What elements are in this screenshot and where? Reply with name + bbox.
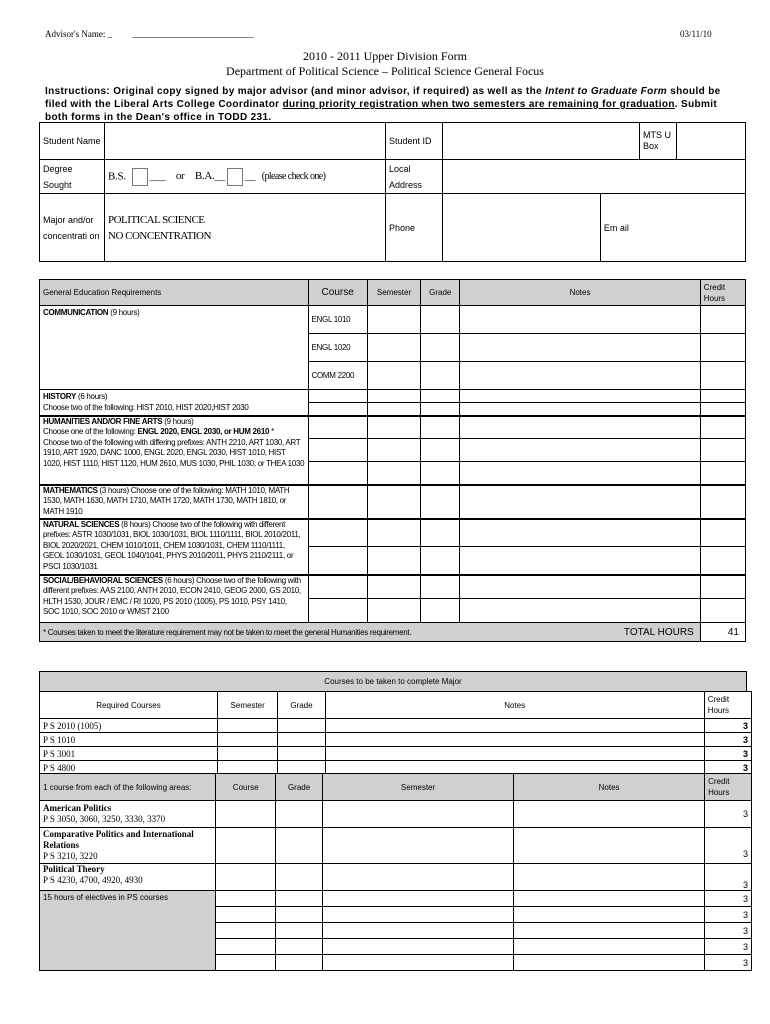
major-banner: Courses to be taken to complete Major xyxy=(39,671,747,692)
credit-cell xyxy=(700,485,745,519)
course-cell[interactable] xyxy=(308,485,367,519)
notes-cell[interactable] xyxy=(514,939,705,955)
semester-cell[interactable] xyxy=(367,403,420,416)
semester-cell[interactable] xyxy=(367,485,420,519)
credit-cell xyxy=(700,403,745,416)
course-header: Course xyxy=(216,774,276,801)
grade-cell[interactable] xyxy=(421,575,460,599)
credit-value: 3 xyxy=(704,719,751,733)
credit-cell xyxy=(700,462,745,485)
notes-cell[interactable] xyxy=(460,403,700,416)
grade-cell[interactable] xyxy=(421,485,460,519)
form-title: 2010 - 2011 Upper Division Form xyxy=(303,49,467,63)
advisor-name-line[interactable]: ___________________________ xyxy=(132,29,254,39)
notes-cell[interactable] xyxy=(460,390,700,403)
credit-value: 3 xyxy=(704,747,751,761)
semester-cell[interactable] xyxy=(367,462,420,485)
local-address-field[interactable] xyxy=(443,160,746,194)
total-hours-value: 41 xyxy=(700,623,745,642)
form-subtitle: Department of Political Science – Political Science General Focus xyxy=(226,64,544,78)
semester-cell[interactable] xyxy=(367,599,420,623)
local-address-label: Local Address xyxy=(386,160,443,194)
semester-cell[interactable] xyxy=(323,939,514,955)
area-comparative-politics: Comparative Politics and International Relations P S 3210, 3220 xyxy=(40,828,216,864)
comm-course-2: ENGL 1020 xyxy=(308,334,367,362)
grade-cell[interactable] xyxy=(421,599,460,623)
credit-header: Credit Hours xyxy=(705,774,752,801)
credit-cell xyxy=(700,439,745,462)
credit-header: Credit Hours xyxy=(700,280,745,306)
semester-cell[interactable] xyxy=(323,923,514,939)
phone-field[interactable] xyxy=(443,194,601,262)
humanities-req: HUMANITIES AND/OR FINE ARTS (9 hours) Choose one of the following: ENGL 2020, ENGL 2030, or HUM 2610 * Choose two of the following with differing prefixes: ANTH 2210, ART 1030, ART 1910, ART 1920, DANC 1000, ENGL 2020, ENGL 2030, HIST 1010, HIST 1020, HIST 1110, HIST 1120, HUM 2610, MUS 1030, PHIL 1030, or THEA 1030 xyxy=(40,416,309,485)
history-req: HISTORY (6 hours) Choose two of the following: HIST 2010, HIST 2020,HIST 2030 xyxy=(40,390,309,416)
semester-header: Semester xyxy=(367,280,420,306)
grade-cell[interactable] xyxy=(421,547,460,575)
student-info-table xyxy=(39,122,746,262)
electives-label: 15 hours of electives in PS courses xyxy=(40,891,216,971)
grade-cell[interactable] xyxy=(421,306,460,334)
grade-cell[interactable] xyxy=(421,519,460,547)
notes-cell[interactable] xyxy=(325,719,704,733)
credit-value: 3 xyxy=(705,939,752,955)
notes-cell[interactable] xyxy=(514,907,705,923)
comm-course-3: COMM 2200 xyxy=(308,362,367,390)
ba-checkbox[interactable] xyxy=(227,168,243,186)
grade-cell[interactable] xyxy=(421,439,460,462)
comm-course-1: ENGL 1010 xyxy=(308,306,367,334)
credit-cell xyxy=(700,390,745,403)
semester-cell[interactable] xyxy=(218,747,278,761)
notes-cell[interactable] xyxy=(460,362,700,390)
notes-cell[interactable] xyxy=(325,733,704,747)
semester-cell[interactable] xyxy=(367,362,420,390)
course-cell[interactable] xyxy=(216,864,276,891)
semester-cell[interactable] xyxy=(323,955,514,971)
credit-value: 3 xyxy=(705,891,752,907)
semester-cell[interactable] xyxy=(323,891,514,907)
required-course: P S 3001 xyxy=(40,747,218,761)
course-cell[interactable] xyxy=(308,439,367,462)
grade-cell[interactable] xyxy=(421,390,460,403)
grade-cell[interactable] xyxy=(276,939,323,955)
semester-cell[interactable] xyxy=(218,733,278,747)
notes-cell[interactable] xyxy=(460,575,700,599)
credit-value: 3 xyxy=(704,733,751,747)
course-cell[interactable] xyxy=(216,907,276,923)
grade-cell[interactable] xyxy=(276,907,323,923)
credit-cell xyxy=(700,306,745,334)
communication-req: COMMUNICATION (9 hours) xyxy=(40,306,309,390)
grade-cell[interactable] xyxy=(276,891,323,907)
semester-cell[interactable] xyxy=(367,547,420,575)
notes-cell[interactable] xyxy=(460,306,700,334)
grade-cell[interactable] xyxy=(421,362,460,390)
notes-cell[interactable] xyxy=(460,416,700,439)
email-label: Em ail xyxy=(600,194,639,262)
major-required-table xyxy=(39,691,752,775)
phone-label: Phone xyxy=(386,194,443,262)
course-cell[interactable] xyxy=(308,390,367,403)
course-cell[interactable] xyxy=(308,575,367,599)
credit-header: Credit Hours xyxy=(704,692,751,719)
course-cell[interactable] xyxy=(308,462,367,485)
total-hours-label: TOTAL HOURS xyxy=(460,623,700,642)
grade-cell[interactable] xyxy=(276,828,323,864)
credit-value: 3 xyxy=(705,955,752,971)
notes-cell[interactable] xyxy=(460,547,700,575)
mtsu-box-field[interactable] xyxy=(677,123,746,160)
course-cell[interactable] xyxy=(216,923,276,939)
grade-cell[interactable] xyxy=(276,923,323,939)
semester-header: Semester xyxy=(218,692,278,719)
notes-header: Notes xyxy=(325,692,704,719)
notes-cell[interactable] xyxy=(460,519,700,547)
notes-cell[interactable] xyxy=(460,485,700,519)
course-header: Course xyxy=(308,280,367,306)
notes-cell[interactable] xyxy=(514,801,705,828)
degree-sought-label: Degree Sought xyxy=(40,160,105,194)
student-id-label: Student ID xyxy=(386,123,443,160)
semester-cell[interactable] xyxy=(367,390,420,403)
course-cell[interactable] xyxy=(216,801,276,828)
grade-header: Grade xyxy=(276,774,323,801)
semester-cell[interactable] xyxy=(323,828,514,864)
course-cell[interactable] xyxy=(308,547,367,575)
social-sciences-req: SOCIAL/BEHAVIORAL SCIENCES (6 hours) Choose two of the following with different prefixes: AAS 2100, ANTH 2010, ECON 2410, GEOG 2000, GS 2010, HLTH 1530, JOUR / EMC / RI 1020, PS 2010 (1005), PS 1010, PSY 1410, SOC 1010, SOC 2010 or WMST 2100 xyxy=(40,575,309,623)
grade-header: Grade xyxy=(421,280,460,306)
notes-cell[interactable] xyxy=(514,864,705,891)
course-cell[interactable] xyxy=(308,416,367,439)
gen-ed-header: General Education Requirements xyxy=(40,280,309,306)
course-cell[interactable] xyxy=(308,599,367,623)
grade-cell[interactable] xyxy=(278,747,325,761)
notes-cell[interactable] xyxy=(460,462,700,485)
semester-cell[interactable] xyxy=(323,864,514,891)
notes-cell[interactable] xyxy=(460,439,700,462)
semester-cell[interactable] xyxy=(367,416,420,439)
grade-cell[interactable] xyxy=(276,801,323,828)
grade-cell[interactable] xyxy=(421,416,460,439)
notes-cell[interactable] xyxy=(325,747,704,761)
area-american-politics: American Politics P S 3050, 3060, 3250, 3330, 3370 xyxy=(40,801,216,828)
notes-cell[interactable] xyxy=(514,955,705,971)
semester-cell[interactable] xyxy=(367,439,420,462)
notes-cell[interactable] xyxy=(460,599,700,623)
notes-cell[interactable] xyxy=(514,923,705,939)
grade-cell[interactable] xyxy=(278,733,325,747)
major-value: POLITICAL SCIENCE NO CONCENTRATION xyxy=(105,194,386,262)
notes-cell[interactable] xyxy=(514,891,705,907)
grade-cell[interactable] xyxy=(276,955,323,971)
required-course: P S 1010 xyxy=(40,733,218,747)
credit-value: 3 xyxy=(705,864,752,891)
natural-sciences-req: NATURAL SCIENCES (8 hours) Choose two of the following with different prefixes: ASTR 1030/1031, BIOL 1030/1031, BIOL 1110/1111, BIOL 2010/2011, BIOL 2020/2021, CHEM 1010/1011, CHEM 1030/1031, CHEM 1110/1111, GEOL 1030/1031, GEOL 1040/1041, PHYS 2010/2011, PHYS 2110/2111, or PSCI 1030/1031 xyxy=(40,519,309,575)
notes-header: Notes xyxy=(514,774,705,801)
course-cell[interactable] xyxy=(216,939,276,955)
grade-cell[interactable] xyxy=(421,462,460,485)
credit-cell xyxy=(700,547,745,575)
degree-choice: B.S. ___ or B.A.__ __ (please check one) xyxy=(105,160,386,194)
credit-cell xyxy=(700,362,745,390)
literature-footnote: * Courses taken to meet the literature requirement may not be taken to meet the general Humanities requirement. xyxy=(40,623,460,642)
semester-cell[interactable] xyxy=(367,306,420,334)
course-cell[interactable] xyxy=(216,828,276,864)
major-label: Major and/or concentrati on xyxy=(40,194,105,262)
credit-value: 3 xyxy=(705,923,752,939)
credit-value: 3 xyxy=(705,907,752,923)
semester-cell[interactable] xyxy=(367,519,420,547)
semester-cell[interactable] xyxy=(367,334,420,362)
credit-value: 3 xyxy=(705,828,752,864)
semester-cell[interactable] xyxy=(367,575,420,599)
credit-cell xyxy=(700,519,745,547)
major-areas-table xyxy=(39,773,752,971)
course-cell[interactable] xyxy=(216,955,276,971)
grade-header: Grade xyxy=(278,692,325,719)
email-field[interactable] xyxy=(640,194,746,262)
student-name-label: Student Name xyxy=(40,123,105,160)
grade-cell[interactable] xyxy=(421,334,460,362)
area-political-theory: Political Theory P S 4230, 4700, 4920, 4930 xyxy=(40,864,216,891)
credit-value: 3 xyxy=(704,761,751,775)
notes-cell[interactable] xyxy=(514,828,705,864)
semester-cell[interactable] xyxy=(218,719,278,733)
grade-cell[interactable] xyxy=(276,864,323,891)
gen-ed-table xyxy=(39,279,746,642)
credit-cell xyxy=(700,334,745,362)
course-cell[interactable] xyxy=(308,519,367,547)
required-courses-header: Required Courses xyxy=(40,692,218,719)
credit-value: 3 xyxy=(705,801,752,828)
advisor-name-label: Advisor's Name: _ ___________________________ xyxy=(45,29,254,39)
student-name-field[interactable] xyxy=(105,123,386,160)
credit-cell xyxy=(700,575,745,599)
required-course: P S 2010 (1005) xyxy=(40,719,218,733)
mathematics-req: MATHEMATICS (3 hours) Choose one of the following: MATH 1010, MATH 1530, MATH 1630, MATH 1710, MATH 1720, MATH 1730, MATH 1810, or MATH 1910 xyxy=(40,485,309,519)
instructions: Instructions: Original copy signed by major advisor (and minor advisor, if required) as well as the Intent to Graduate Form should be filed with the Liberal Arts College Coordinator during priority registration when two semesters are remaining for graduation. Submit both forms in the Dean's office in TODD 231. xyxy=(45,86,721,123)
notes-header: Notes xyxy=(460,280,700,306)
grade-cell[interactable] xyxy=(421,403,460,416)
notes-cell[interactable] xyxy=(460,334,700,362)
grade-cell[interactable] xyxy=(278,719,325,733)
areas-header: 1 course from each of the following areas: xyxy=(40,774,216,801)
course-cell[interactable] xyxy=(308,403,367,416)
required-course: P S 4800 xyxy=(40,761,218,775)
credit-cell xyxy=(700,416,745,439)
semester-cell[interactable] xyxy=(323,907,514,923)
form-date: 03/11/10 xyxy=(680,29,712,39)
semester-cell[interactable] xyxy=(323,801,514,828)
semester-header: Semester xyxy=(323,774,514,801)
credit-cell xyxy=(700,599,745,623)
course-cell[interactable] xyxy=(216,891,276,907)
mtsu-box-label: MTS U Box xyxy=(640,123,677,160)
student-id-field[interactable] xyxy=(443,123,640,160)
bs-checkbox[interactable] xyxy=(132,168,148,186)
